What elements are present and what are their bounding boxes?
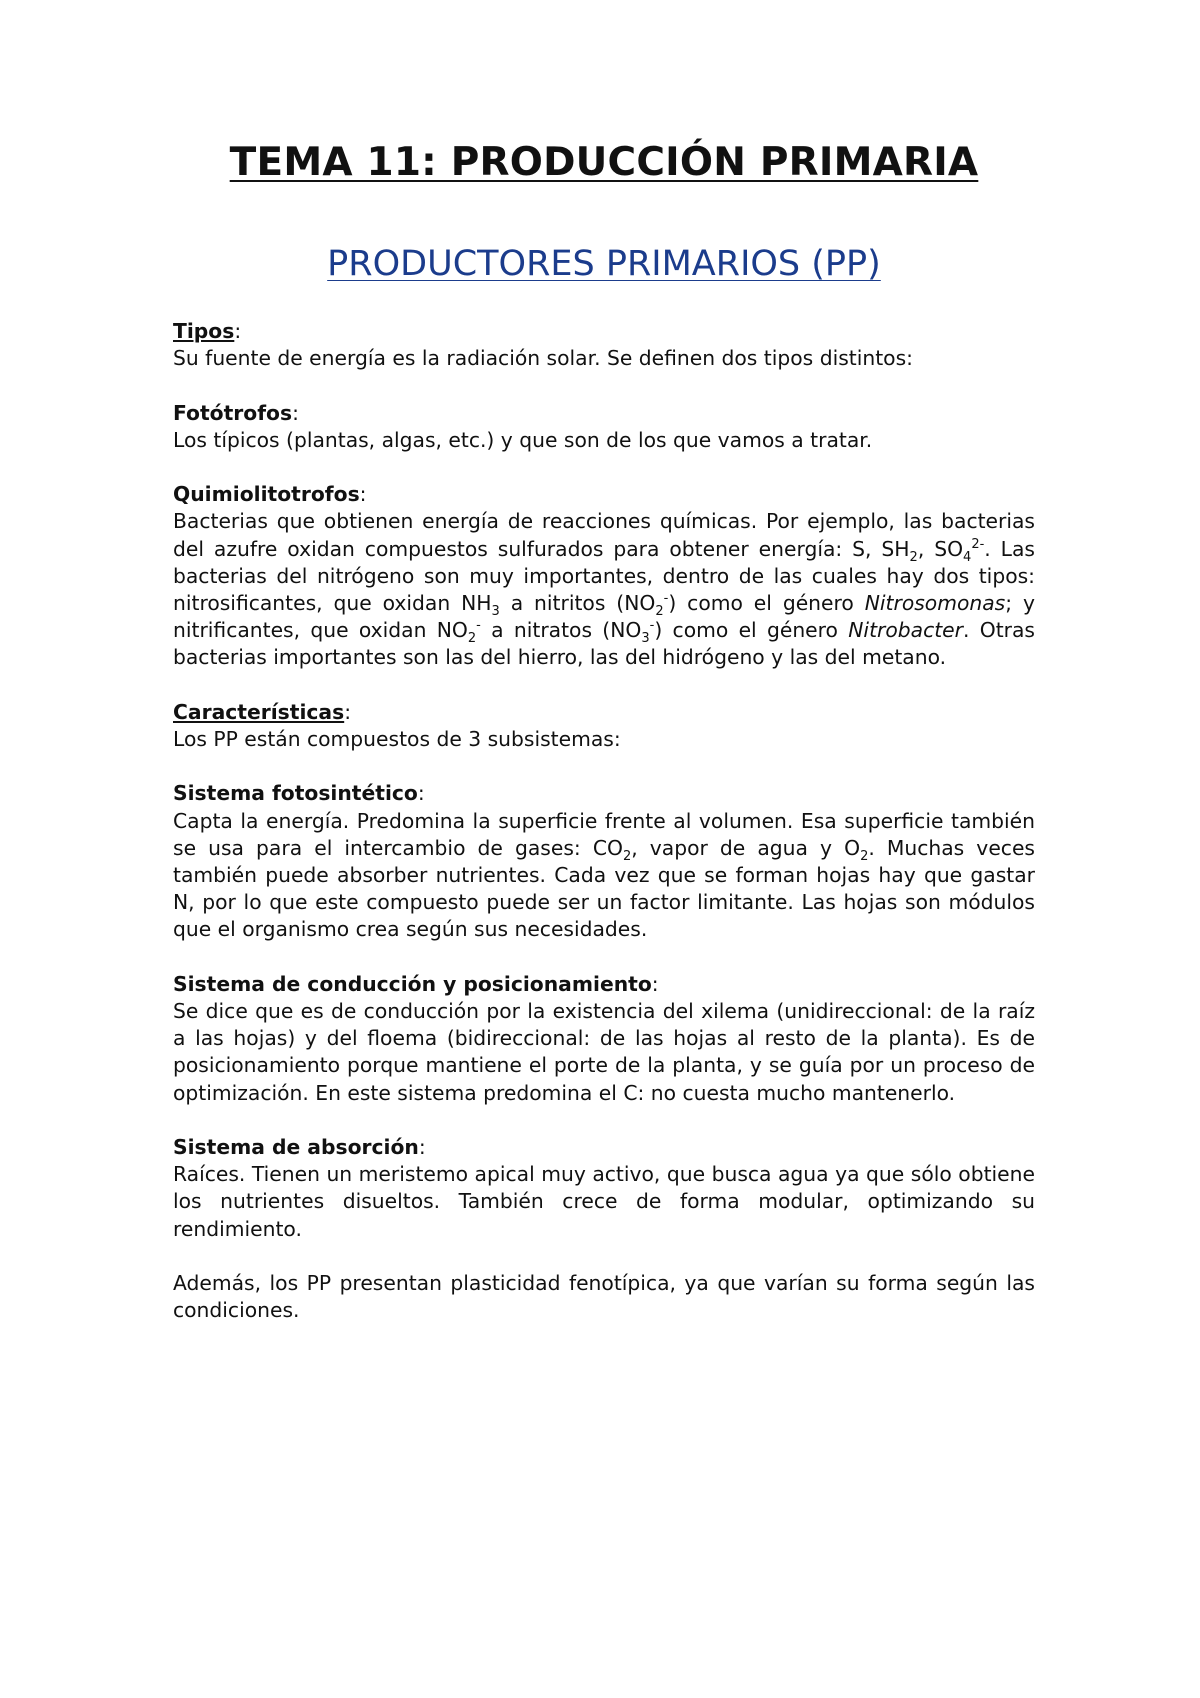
spacer [173, 1107, 1035, 1134]
spacer [173, 1243, 1035, 1270]
tipos-colon: : [234, 319, 242, 343]
text-run: , vapor de agua y O [631, 835, 861, 860]
absorcion-heading: Sistema de absorción [173, 1135, 419, 1159]
quimiolitotrofos-paragraph [173, 508, 1035, 671]
absorcion-colon: : [418, 1135, 426, 1159]
superscript: - [663, 591, 669, 607]
text-run: , SO [917, 536, 964, 561]
fototrofos-heading-line [173, 400, 1035, 427]
fotosintetico-colon: : [417, 781, 425, 806]
caracteristicas-colon: : [344, 699, 352, 724]
caracteristicas-intro: Los PP están compuestos de 3 subsistemas: [173, 727, 621, 751]
fototrofos-text: Los típicos (plantas, algas, etc.) y que son de los que vamos a tratar. [173, 427, 873, 452]
conduccion-colon: : [651, 971, 659, 996]
quimiolitotrofos-heading-line [173, 481, 1035, 508]
fotosintetico-heading: Sistema fotosintético [173, 781, 418, 806]
conduccion-heading-line [173, 971, 1035, 998]
conduccion-paragraph: Se dice que es de conducción por la existencia del xilema (unidireccional: de la raíz a las hojas) y del floema (bidireccional: de las hojas al resto de la planta). Es de posicionamiento porque mantiene el porte de la planta, y se guía por un proceso de optimización. En este sistema predomina el C: no cuesta mucho mantenerlo. [173, 999, 1035, 1105]
subscript: 2 [909, 549, 918, 565]
text-run: a nitratos (NO [480, 618, 642, 643]
subscript: 3 [641, 631, 650, 647]
tipos-heading: Tipos [173, 319, 235, 343]
section-title: PRODUCTORES PRIMARIOS (PP) [327, 244, 881, 284]
spacer [173, 672, 1035, 699]
spacer [173, 372, 1035, 399]
subscript: 2 [622, 848, 632, 864]
document-body [173, 318, 1035, 1324]
fototrofos-heading: Fotótrofos [173, 400, 293, 425]
spacer [173, 944, 1035, 971]
absorcion-paragraph: Raíces. Tienen un meristemo apical muy activo, que busca agua ya que sólo obtiene los nutrientes disueltos. También crece de forma modular, optimizando su rendimiento. [173, 1162, 1035, 1241]
subscript: 2 [467, 631, 477, 647]
text-run: . Las bacterias del nitrógeno son muy importantes, dentro de las cuales hay dos tipos: nitrosificantes, que oxidan NH [173, 536, 1035, 615]
genus-name: Nitrobacter [848, 618, 963, 643]
text-run: ) como el género [654, 618, 849, 643]
absorcion-heading-line [173, 1134, 1035, 1161]
page-title: TEMA 11: PRODUCCIÓN PRIMARIA [229, 140, 979, 185]
text-run: Bacterias que obtienen energía de reacciones químicas. Por ejemplo, las bacterias del azufre oxidan compuestos sulfurados para obtener energía: S, SH [173, 509, 1035, 561]
superscript: - [476, 618, 481, 634]
text-run: a nitritos (NO [499, 591, 656, 615]
spacer [173, 753, 1035, 780]
quimiolitotrofos-colon: : [359, 482, 367, 507]
text-run: . Otras bacterias importantes son las del hierro, las del hidrógeno y las del metano. [173, 618, 1035, 670]
spacer [173, 454, 1035, 481]
subscript: 3 [491, 604, 500, 620]
subscript: 2 [655, 604, 664, 620]
subscript: 4 [963, 549, 972, 565]
caracteristicas-heading: Características [173, 699, 345, 724]
text-run: ) como el género [668, 591, 865, 615]
quimiolitotrofos-heading: Quimiolitotrofos [173, 482, 360, 507]
genus-name: Nitrosomonas [864, 591, 1006, 615]
fotosintetico-paragraph [173, 808, 1035, 944]
caracteristicas-heading-line [173, 699, 1035, 726]
superscript: 2- [971, 536, 985, 552]
ademas-paragraph: Además, los PP presentan plasticidad fenotípica, ya que varían su forma según las condiciones. [173, 1271, 1035, 1323]
text-run: Capta la energía. Predomina la superficie frente al volumen. Esa superficie también se usa para el intercambio de gases: CO [173, 808, 1035, 860]
text-run: . Muchas veces también puede absorber nutrientes. Cada vez que se forman hojas hay que gastar N, por lo que este compuesto puede ser un factor limitante. Las hojas son módulos que el organismo crea según sus necesidades. [173, 835, 1035, 942]
superscript: - [649, 618, 655, 634]
subscript: 2 [860, 848, 869, 864]
conduccion-heading: Sistema de conducción y posicionamiento [173, 971, 652, 996]
fototrofos-colon: : [292, 400, 299, 425]
fotosintetico-heading-line [173, 780, 1035, 807]
text-run: ; y nitrificantes, que oxidan NO [173, 591, 1035, 643]
tipos-intro: Su fuente de energía es la radiación solar. Se definen dos tipos distintos: [173, 346, 913, 371]
tipos-heading-line [173, 318, 1035, 345]
